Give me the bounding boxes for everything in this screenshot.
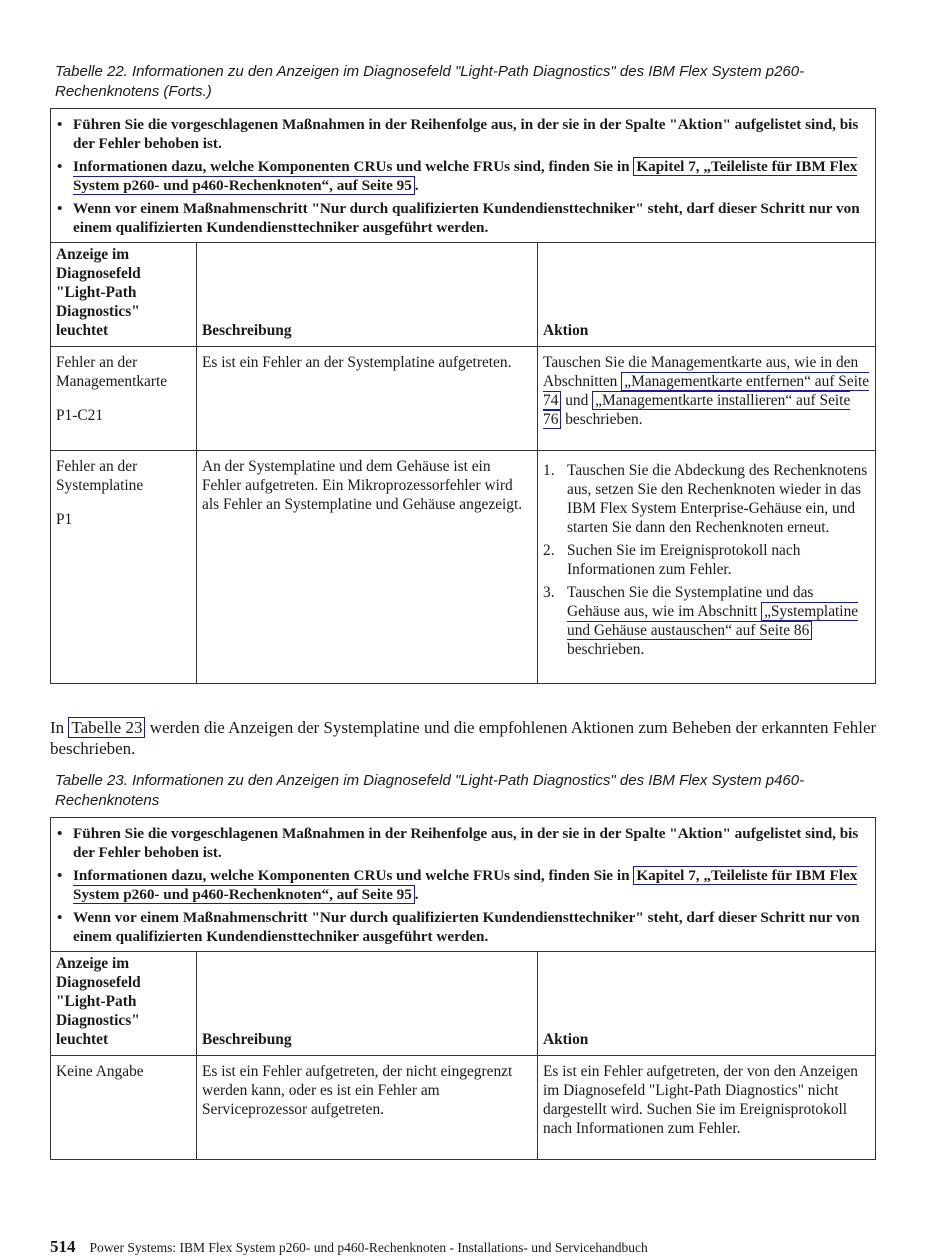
description-cell: Es ist ein Fehler an der Systemplatine aufgetreten.	[197, 347, 538, 450]
table-row	[51, 346, 875, 450]
page-number: 514	[50, 1237, 76, 1256]
action-step: 1. Tauschen Sie die Abdeckung des Rechenknotens aus, setzen Sie den Rechenknoten wieder in das IBM Flex System Enterprise-Gehäuse ein, und starten Sie dann den Rechenknoten erneut.	[543, 462, 868, 536]
bullet-icon: •	[57, 909, 63, 926]
table22	[50, 108, 876, 684]
column-header-led: Anzeige im Diagnosefeld "Light-Path Diagnostics" leuchtet	[51, 952, 197, 1055]
install-management-card-link[interactable]: „Managementkarte installieren“ auf Seite 76	[543, 392, 851, 428]
led-cell: Fehler an der Systemplatine P1	[51, 451, 197, 683]
bullet-icon: •	[57, 867, 63, 884]
table23	[50, 817, 876, 1160]
action-steps	[543, 461, 870, 659]
table23-note-3: • Wenn vor einem Maßnahmenschritt "Nur durch qualifizierten Kundendiensttechniker" steht, darf dieser Schritt nur von einem qualifizierten Kundendiensttechniker ausgeführt werden.	[57, 909, 860, 945]
remove-management-card-link[interactable]: „Managementkarte entfernen“ auf Seite 74	[543, 373, 870, 409]
footer-text: Power Systems: IBM Flex System p260- und p460-Rechenknoten - Installations- und Servicehandbuch	[89, 1240, 648, 1255]
action-cell	[538, 451, 875, 683]
table22-caption: Tabelle 22. Informationen zu den Anzeigen im Diagnosefeld "Light-Path Diagnostics" des IBM Flex System p260-Rechenknotens (Forts.)	[55, 63, 805, 100]
column-header-action: Aktion	[543, 322, 589, 339]
description-cell: Es ist ein Fehler aufgetreten, der nicht eingegrenzt werden kann, oder es ist ein Fehler am Serviceprozessor aufgetreten.	[197, 1056, 538, 1159]
action-cell: Es ist ein Fehler aufgetreten, der von den Anzeigen im Diagnosefeld "Light-Path Diagnostics" nicht dargestellt wird. Suchen Sie im Ereignisprotokoll nach Informationen zum Fehler.	[543, 1063, 858, 1137]
bullet-icon: •	[57, 116, 63, 133]
chapter7-link[interactable]: Kapitel 7, „Teileliste für IBM Flex System p260- und p460-Rechenknoten“, auf Seite 95	[73, 867, 858, 903]
table23-caption: Tabelle 23. Informationen zu den Anzeigen im Diagnosefeld "Light-Path Diagnostics" des IBM Flex System p460-Rechenknotens	[55, 772, 805, 809]
bullet-icon: •	[57, 200, 63, 217]
intro-paragraph: In Tabelle 23 werden die Anzeigen der Systemplatine und die empfohlenen Aktionen zum Beheben der erkannten Fehler beschrieben.	[50, 718, 877, 758]
description-cell: An der Systemplatine und dem Gehäuse ist ein Fehler aufgetreten. Ein Mikroprozessorfehler wird als Fehler an Systemplatine und Gehäuse angezeigt.	[197, 451, 538, 683]
action-step: 2. Suchen Sie im Ereignisprotokoll nach Informationen zum Fehler.	[543, 542, 801, 578]
action-step: 3. Tauschen Sie die Systemplatine und das Gehäuse aus, wie im Abschnitt „Systemplatine und Gehäuse austauschen“ auf Seite 86 beschrieben.	[543, 584, 859, 658]
table-row	[51, 1055, 875, 1159]
table22-notes	[51, 109, 875, 243]
led-cell: Keine Angabe	[51, 1056, 197, 1159]
table23-note-2: • Informationen dazu, welche Komponenten CRUs und welche FRUs sind, finden Sie in Kapitel 7, „Teileliste für IBM Flex System p260- und p460-Rechenknoten“, auf Seite 95 .	[57, 867, 858, 903]
column-header-description: Beschreibung	[197, 243, 538, 346]
replace-system-board-link[interactable]: „Systemplatine und Gehäuse austauschen“ auf Seite 86	[567, 603, 859, 639]
table22-note-1: • Führen Sie die vorgeschlagenen Maßnahmen in der Reihenfolge aus, in der sie in der Spalte "Aktion" aufgelistet sind, bis der Fehler behoben ist.	[57, 116, 859, 152]
column-header-action: Aktion	[543, 1031, 589, 1048]
table22-note-2: • Informationen dazu, welche Komponenten CRUs und welche FRUs sind, finden Sie in Kapitel 7, „Teileliste für IBM Flex System p260- und p460-Rechenknoten“, auf Seite 95 .	[57, 158, 858, 194]
column-header-description: Beschreibung	[197, 952, 538, 1055]
table22-note-3: • Wenn vor einem Maßnahmenschritt "Nur durch qualifizierten Kundendiensttechniker" steht, darf dieser Schritt nur von einem qualifizierten Kundendiensttechniker ausgeführt werden.	[57, 200, 860, 236]
led-cell: Fehler an der Managementkarte P1-C21	[51, 347, 197, 450]
table23-note-1: • Führen Sie die vorgeschlagenen Maßnahmen in der Reihenfolge aus, in der sie in der Spalte "Aktion" aufgelistet sind, bis der Fehler behoben ist.	[57, 825, 859, 861]
location-code: P1	[56, 511, 73, 528]
column-header-led: Anzeige im Diagnosefeld "Light-Path Diagnostics" leuchtet	[51, 243, 197, 346]
table-row	[51, 450, 875, 683]
location-code: P1-C21	[56, 407, 104, 424]
table23-header-row	[51, 952, 875, 1055]
action-cell: Tauschen Sie die Managementkarte aus, wie in den Abschnitten „Managementkarte entfernen“ auf Seite 74 und „Managementkarte installieren“ auf Seite 76 beschrieben.	[543, 354, 870, 428]
table23-link[interactable]: Tabelle 23	[68, 717, 145, 738]
page-footer	[50, 1237, 648, 1257]
bullet-icon: •	[57, 825, 63, 842]
table23-notes	[51, 818, 875, 952]
chapter7-link[interactable]: Kapitel 7, „Teileliste für IBM Flex System p260- und p460-Rechenknoten“, auf Seite 95	[73, 158, 858, 194]
bullet-icon: •	[57, 158, 63, 175]
table22-header-row	[51, 243, 875, 346]
